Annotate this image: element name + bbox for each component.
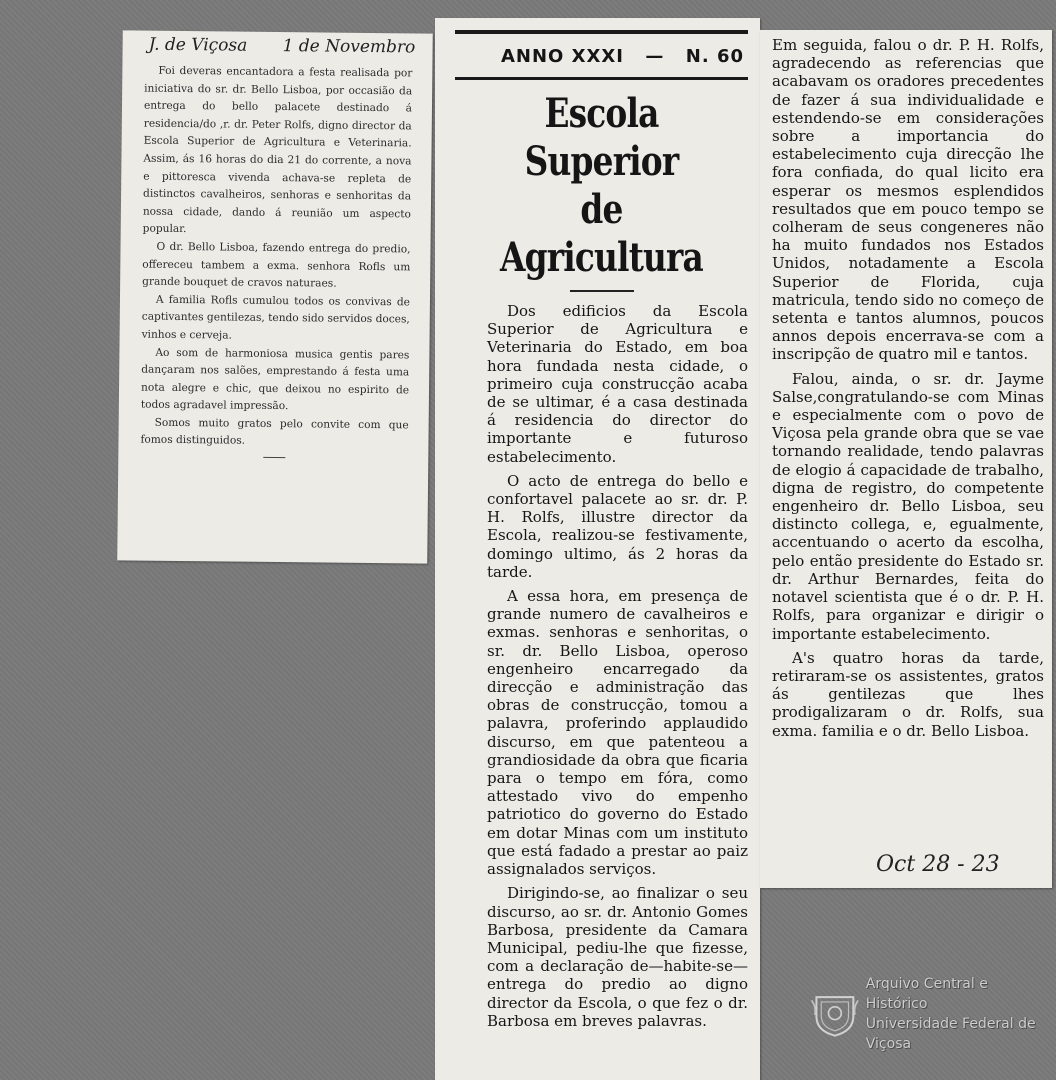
right-newspaper-clipping — [760, 30, 1052, 888]
headline-line-2: de Agricultura — [500, 186, 703, 281]
headline-rule — [570, 290, 634, 292]
masthead — [455, 34, 748, 67]
paragraph: Dirigindo-se, ao finalizar o seu discurso, ao sr. dr. Antonio Gomes Barbosa, presidente da Camara Municipal, pediu-lhe que fizesse, com a declaração de—habite-se—entrega do predio ao digno director da Escola, o que fez o dr. Barbosa em breves palavras. — [487, 884, 748, 1030]
paragraph: A's quatro horas da tarde, retiraram-se os assistentes, gratos ás gentilezas que lhes prodigalizaram o dr. Rolfs, sua exma. familia e o dr. Bello Lisboa. — [772, 648, 1044, 740]
paragraph: Foi deveras encantadora a festa realisada por iniciativa do sr. dr. Bello Lisboa, por occasião da entrega do bello palacete destinado á residencia/do ,r. dr. Peter Rolfs, digno director da Escola Superior de Agricultura e Veterinaria. Assim, ás 16 horas do dia 21 do corrente, a nova e pittoresca vivenda achava-se repleta de distinctos cavalheiros, senhoras e senhoritas da nossa cidade, dando á reunião um aspecto popular. — [142, 64, 413, 236]
paragraph: A essa hora, em presença de grande numero de cavalheiros e exmas. senhoras e senhoritas, o sr. dr. Bello Lisboa, operoso engenheiro encarregado da direcção e administração das obras de construcção, tomou a palavra, proferindo applaudido discurso, em que patenteou a grandiosidade da obra que ficaria para o tempo em fóra, como attestado vivo do empenho patriotico do governo do Estado em dotar Minas com um instituto que está fadado a prestar ao paiz assignalados serviços. — [487, 587, 748, 879]
paragraph: O acto de entrega do bello e confortavel palacete ao sr. dr. P. H. Rolfs, illustre director da Escola, realizou-se festivamente, domingo ultimo, ás 2 horas da tarde. — [487, 471, 748, 581]
masthead-year: ANNO XXXI — [501, 46, 624, 67]
paragraph: Somos muito gratos pelo convite com que fomos distinguidos. — [140, 416, 409, 448]
masthead-number: N. 60 — [685, 46, 744, 67]
middle-clipping-body — [455, 302, 748, 1030]
left-newspaper-clipping — [117, 30, 433, 563]
headline-line-1: Escola Superior — [524, 90, 679, 185]
paragraph: Falou, ainda, o sr. dr. Jayme Salse,congratulando-se com Minas e especialmente com o povo de Viçosa pela grande obra que se vae tornando realidade, tendo palavras de elogio á capacidade de trabalho, digna de registro, do competente engenheiro dr. Bello Lisboa, seu distincto collega, e, egualmente, accentuando o acerto da escolha, pelo então presidente do Estado sr. dr. Arthur Bernardes, feita do notavel scientista que é o dr. P. H. Rolfs, para organizar e dirigir o importante estabelecimento. — [772, 369, 1044, 643]
headline — [481, 90, 721, 282]
right-clipping-body — [772, 36, 1044, 740]
paragraph: O dr. Bello Lisboa, fazendo entrega do predio, offereceu tambem a exma. senhora Rofls um grande bouquet de cravos naturaes. — [142, 240, 411, 290]
paragraph: Dos edificios da Escola Superior de Agricultura e Veterinaria do Estado, em boa hora fundada nesta cidade, o primeiro cuja construcção acaba de se ultimar, é a casa destinada á residencia do director do importante e futuroso estabelecimento. — [487, 302, 748, 466]
handwritten-date-note: Oct 28 - 23 — [876, 852, 1000, 877]
university-seal-icon — [810, 983, 860, 1045]
archive-watermark — [810, 976, 1042, 1052]
handwritten-date-note: 1 de Novembro — [282, 36, 416, 58]
end-rule — [263, 457, 285, 458]
paragraph: A familia Rofls cumulou todos os convivas de captivantes gentilezas, tendo sido servidos doces, vinhos e cerveja. — [141, 293, 411, 342]
watermark-line-2: Universidade Federal de Viçosa — [865, 1016, 1036, 1052]
paragraph: Ao som de harmoniosa musica gentis pares dançaram nos salões, emprestando á festa uma nota alegre e chic, que deixou no espirito de todos agradavel impressão. — [140, 346, 410, 413]
masthead-dash: — — [645, 46, 665, 67]
masthead-bottom-rule — [455, 77, 748, 80]
paragraph: Em seguida, falou o dr. P. H. Rolfs, agradecendo as referencias que acabavam os oradores precedentes de fazer á sua individualidade e estendendo-se em considerações sobre a importancia do estabelecimento cuja direcção lhe fora confiada, do qual licito era esperar os mesmos esplendidos resultados que em pouco tempo se colheram de seus congeneres não ha muito fundados nos Estados Unidos, notadamente a Escola Superior de Florida, cuja matricula, tendo sido no começo de setenta e tantos alumnos, poucos annos depois encerrava-se com a inscripção de quatro mil e tantos. — [772, 36, 1044, 364]
left-clipping-body — [140, 63, 412, 453]
middle-newspaper-clipping — [435, 18, 760, 1080]
handwritten-source-note: J. de Viçosa — [148, 34, 248, 56]
watermark-line-1: Arquivo Central e Histórico — [865, 976, 988, 1012]
